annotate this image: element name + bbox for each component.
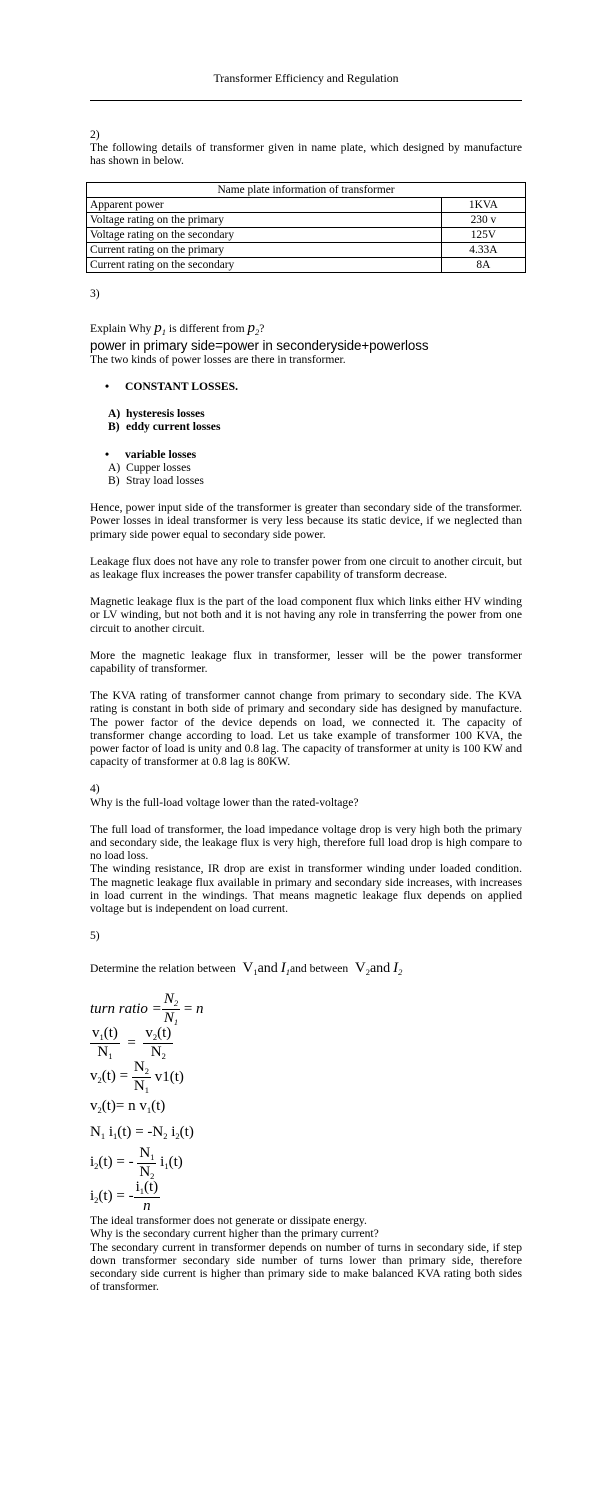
q3-paragraph: The KVA rating of transformer cannot change from primary to secondary side. The KVA rating is constant in both side of primary and secondary side has designed by manufacture. The power factor of the device depends on load, we connected it. The capacity of transformer change according to load. Let us take example of transformer 100 KVA, the power factor of load is unity and 0.8 lag. The capacity of transformer at unity is 100 KW and capacity of transformer at 0.8 lag is 80KW. xyxy=(90,689,522,769)
table-cell-value: 4.33A xyxy=(441,242,525,257)
q3-number: 3) xyxy=(90,286,100,300)
nameplate-table xyxy=(86,182,526,273)
equation-turn-ratio: turn ratio = $\frac{N_2}{N_1}$ = n xyxy=(90,990,204,1027)
variable-losses-list xyxy=(90,461,522,487)
q3-paragraph: More the magnetic leakage flux in transformer, lesser will be the power transformer capability of transformer. xyxy=(90,648,522,676)
q3-question-mid: is different from xyxy=(168,321,245,335)
equation-v2-n: $v_2(t)= n$ $v_1(t)$ xyxy=(90,1098,166,1116)
header-rule xyxy=(90,100,522,101)
table-cell-value: 230 v xyxy=(441,212,525,227)
bullet-constant-losses: • CONSTANT LOSSES. xyxy=(105,379,238,393)
q3-paragraph: Leakage flux does not have any role to transfer power from one circuit to another circuit, but as leakage flux increases the power transfer capability of transform decrease. xyxy=(90,554,522,582)
equation-i2-n: $i_2(t)$ = - $\frac{i_1(t)}{n}$ xyxy=(90,1179,159,1214)
q3-question-prefix: Explain Why xyxy=(90,321,152,335)
equation-voltage-ratio: $\frac{v_1(t)}{N_1}$ = $\frac{v_2(t)}{N_2}$ xyxy=(92,1024,172,1061)
q4-paragraph: The full load of transformer, the load impedance voltage drop is very high both the primary and secondary side, the leakage flux is very high, therefore full load drop is high compare to no load loss. xyxy=(90,822,522,863)
power-balance-equation: power in primary side=power in seconderyside+powerloss xyxy=(90,337,429,353)
q3-paragraph: Hence, power input side of the transformer is greater than secondary side of the transformer. Power losses in ideal transformer is very less because its static device, if we neglected than primary side power equal to secondary side power. xyxy=(90,501,522,541)
q5-question: Determine the relation between $V_1and$ $I_1and$ between $V_2and$ $I_2$ xyxy=(90,960,403,978)
q2-intro: The following details of transformer given in name plate, which designed by manufacture has shown in below. xyxy=(90,141,522,168)
q4-number: 4) xyxy=(90,782,100,796)
symbol-v1: $V_1$ xyxy=(238,960,258,978)
equation-i2-ratio: $i_2(t)$ = - $\frac{N_1}{N_2}$ $i_1(t)$ xyxy=(90,1144,183,1181)
table-cell-value: 1KVA xyxy=(441,197,525,212)
losses-kinds-line: The two kinds of power losses are there in transformer. xyxy=(90,352,346,366)
symbol-p1: $p_1$ xyxy=(154,319,166,337)
q3-paragraph: Magnetic leakage flux is the part of the load component flux which links either HV winding or LV winding, but not both and it is not having any role in transferring the power from one circuit to another circuit. xyxy=(90,595,522,635)
symbol-p2: $p_2$ xyxy=(247,319,260,337)
list-item: B) eddy current losses xyxy=(108,420,221,434)
symbol-v2: $V_2$ xyxy=(351,960,370,978)
page-header-title: Transformer Efficiency and Regulation xyxy=(213,71,399,85)
bullet-variable-losses: • variable losses xyxy=(105,447,197,461)
table-cell-label: Voltage rating on the secondary xyxy=(87,227,442,242)
table-row xyxy=(87,197,526,212)
table-cell-label: Current rating on the secondary xyxy=(87,257,442,272)
q2-number: 2) xyxy=(90,128,100,141)
constant-losses-list xyxy=(90,407,522,433)
table-cell-value: 8A xyxy=(441,257,525,272)
nameplate-table-caption: Name plate information of transformer xyxy=(87,182,526,197)
table-cell-value: 125V xyxy=(441,227,525,242)
table-row xyxy=(87,242,526,257)
table-row xyxy=(87,227,526,242)
q5-after-question: Why is the secondary current higher than the primary current? xyxy=(90,1227,379,1241)
q5-after-paragraph: The secondary current in transformer depends on number of turns in secondary side, if step down transformer secondary side number of turns lower than primary side, therefore secondary side current is higher than primary side to make balanced KVA rating both sides of transformer. xyxy=(90,1240,522,1294)
table-cell-label: Current rating on the primary xyxy=(87,242,442,257)
turn-ratio-equations xyxy=(90,992,522,1214)
symbol-i2: $I_2$ xyxy=(393,960,403,978)
list-item: A) hysteresis losses xyxy=(108,407,205,421)
equation-v2: $v_2(t)$ = $\frac{N_2}{N_1}$ v1(t) xyxy=(90,1058,184,1095)
symbol-i1: $I_1$ xyxy=(280,960,290,978)
table-cell-label: Apparent power xyxy=(87,197,442,212)
q4-question: Why is the full-load voltage lower than the rated-voltage? xyxy=(90,795,359,809)
table-cell-label: Voltage rating on the primary xyxy=(87,212,442,227)
document-body xyxy=(90,128,522,1293)
table-row xyxy=(87,257,526,272)
q5-after-text: The ideal transformer does not generate or dissipate energy. xyxy=(90,1214,367,1228)
list-item: A) Cupper losses xyxy=(108,460,191,474)
list-item: B) Stray load losses xyxy=(108,474,204,487)
q5-number: 5) xyxy=(90,929,100,943)
q4-paragraph: The winding resistance, IR drop are exist in transformer winding under loaded condition. The magnetic leakage flux available in primary and secondary side increases, with increases in load current in the windings. That means magnetic leakage flux depends on applied voltage but is independent on load current. xyxy=(90,862,522,916)
equation-current-balance: $N_1$ $i_1(t) = -N_2$ $i_2(t)$ xyxy=(90,1124,194,1142)
table-row xyxy=(87,212,526,227)
q3-question: Explain Why $p_1$ is different from $p_2$? xyxy=(90,319,265,337)
